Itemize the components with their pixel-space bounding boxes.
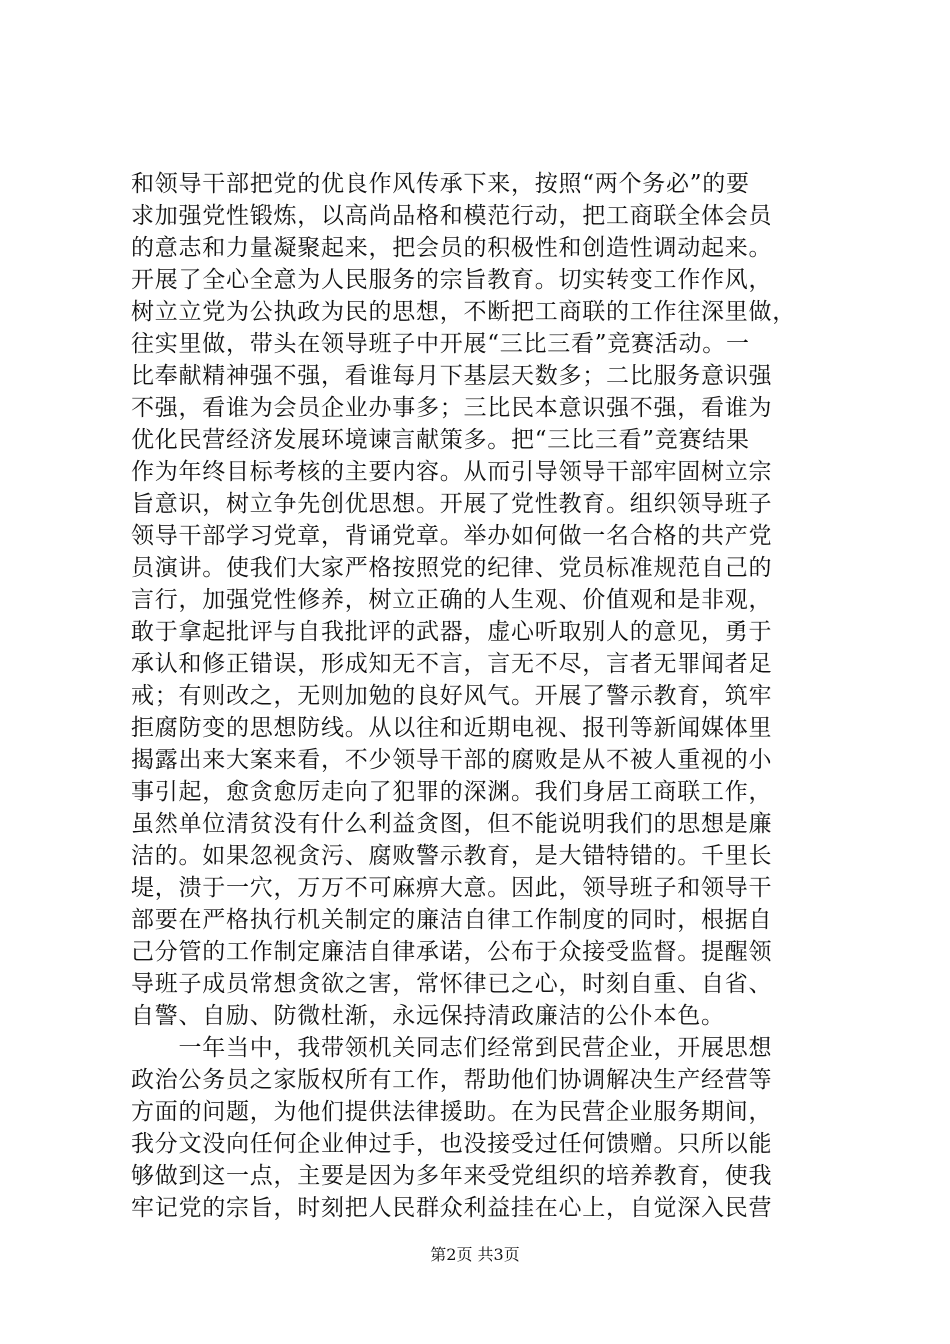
text-line: 树立立党为公执政为民的思想，不断把工商联的工作往深里做， — [131, 299, 796, 325]
text-line: 我分文没向任何企业伸过手，也没接受过任何馈赠。只所以能 — [131, 1131, 773, 1157]
text-line: 牢记党的宗旨，时刻把人民群众利益挂在心上，自觉深入民营 — [131, 1195, 773, 1221]
text-line: 拒腐防变的思想防线。从以往和近期电视、报刊等新闻媒体里 — [131, 715, 773, 741]
text-line: 虽然单位清贫没有什么利益贪图，但不能说明我们的思想是廉 — [131, 811, 773, 837]
text-line: 部要在严格执行机关制定的廉洁自律工作制度的同时，根据自 — [131, 907, 773, 933]
text-line: 自警、自励、防微杜渐，永远保持清政廉洁的公仆本色。 — [131, 1003, 725, 1029]
text-line: 够做到这一点，主要是因为多年来受党组织的培养教育，使我 — [131, 1163, 773, 1189]
text-line: 堤，溃于一穴，万万不可麻痹大意。因此，领导班子和领导干 — [131, 875, 773, 901]
text-line: 方面的问题，为他们提供法律援助。在为民营企业服务期间， — [131, 1099, 773, 1125]
text-line: 戒；有则改之，无则加勉的良好风气。开展了警示教育，筑牢 — [131, 683, 773, 709]
text-line: 己分管的工作制定廉洁自律承诺，公布于众接受监督。提醒领 — [131, 939, 773, 965]
text-line: 敢于拿起批评与自我批评的武器，虚心听取别人的意见，勇于 — [131, 619, 773, 645]
text-line: 比奉献精神强不强，看谁每月下基层天数多；二比服务意识强 — [131, 363, 773, 389]
text-line: 揭露出来大案来看，不少领导干部的腐败是从不被人重视的小 — [131, 747, 773, 773]
page-footer: 第2页 共3页 — [430, 1245, 520, 1264]
body-text — [131, 168, 831, 1224]
text-line: 员演讲。使我们大家严格按照党的纪律、党员标准规范自己的 — [131, 555, 773, 581]
text-line: 的意志和力量凝聚起来，把会员的积极性和创造性调动起来。 — [131, 235, 773, 261]
text-line: 导班子成员常想贪欲之害，常怀律已之心，时刻自重、自省、 — [131, 971, 773, 997]
text-line: 洁的。如果忽视贪污、腐败警示教育，是大错特错的。千里长 — [131, 843, 773, 869]
text-line: 往实里做，带头在领导班子中开展“三比三看”竞赛活动。一 — [131, 331, 750, 357]
text-line: 一年当中，我带领机关同志们经常到民营企业，开展思想 — [131, 1035, 773, 1061]
text-line: 政治公务员之家版权所有工作，帮助他们协调解决生产经营等 — [131, 1067, 773, 1093]
text-line: 言行，加强党性修养，树立正确的人生观、价值观和是非观， — [131, 587, 773, 613]
text-line: 不强，看谁为会员企业办事多；三比民本意识强不强，看谁为 — [131, 395, 773, 421]
text-line: 领导干部学习党章，背诵党章。举办如何做一名合格的共产党 — [131, 523, 773, 549]
text-line: 优化民营经济发展环境谏言献策多。把“三比三看”竞赛结果 — [131, 427, 750, 453]
text-line: 旨意识，树立争先创优思想。开展了党性教育。组织领导班子 — [131, 491, 773, 517]
text-line: 开展了全心全意为人民服务的宗旨教育。切实转变工作作风， — [131, 267, 773, 293]
text-line: 作为年终目标考核的主要内容。从而引导领导干部牢固树立宗 — [131, 459, 773, 485]
text-line: 和领导干部把党的优良作风传承下来，按照“两个务必”的要 — [131, 171, 750, 197]
text-line: 事引起，愈贪愈厉走向了犯罪的深渊。我们身居工商联工作， — [131, 779, 773, 805]
text-line: 承认和修正错误，形成知无不言，言无不尽，言者无罪闻者足 — [131, 651, 773, 677]
text-line: 求加强党性锻炼，以高尚品格和模范行动，把工商联全体会员 — [131, 203, 773, 229]
